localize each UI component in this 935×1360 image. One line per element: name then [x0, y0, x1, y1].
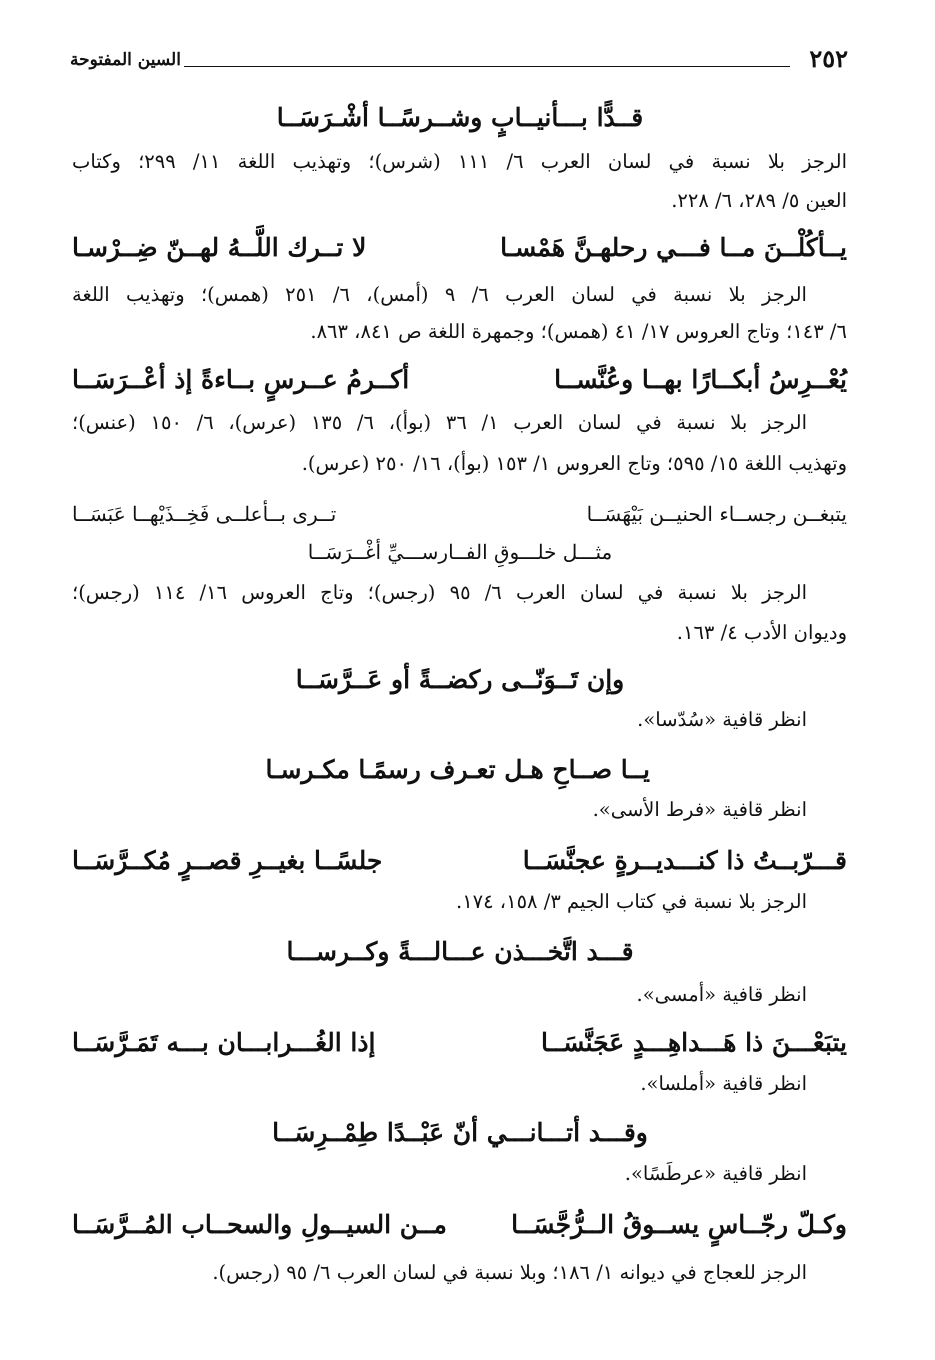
section-title: السين المفتوحة — [70, 50, 181, 70]
reference-text: الرجز بلا نسبة في لسان العرب ٦/ ١١١ (شرس)؛ وتهذيب اللغة ١١/ ٢٩٩؛ وكتاب — [72, 150, 848, 173]
verse-line: وإن تَــوَنّــى ركضــةً أو عَــرَّسَــا — [295, 665, 625, 694]
reference-text: انظر قافية «أملسا». — [640, 1072, 807, 1095]
hemistich-right: قـــرّبــتُ ذا كنـــديــرةٍ عجنَّسَــا — [522, 846, 847, 875]
hemistich-left: جلسًــا بغيــرِ قصــرٍ مُكــرَّسَــا — [72, 846, 383, 875]
hemistich-right: يــأكُلْــنَ مــا فـــي رحلهـنَّ هَمْسـا — [500, 233, 847, 262]
page-header — [70, 44, 848, 78]
hemistich-left: تــرى بــأعلــى فَخِــذَيْهــا عَبَسَــا — [72, 502, 337, 526]
reference-text: الرجز بلا نسبة في لسان العرب ٦/ ٩ (أمس)، ٦/ ٢٥١ (همس)؛ وتهذيب اللغة — [72, 283, 807, 306]
reference-text: انظر قافية «عرطَسًا». — [624, 1162, 807, 1185]
verse-line: قـــد اتَّخـــذن عـــالـــةً وكــرســـا — [286, 937, 634, 966]
hemistich-right: يُعْــرِسُ أبكــارًا بهــا وعُنَّســا — [554, 365, 847, 394]
reference-text: انظر قافية «سُدّسا». — [637, 708, 807, 731]
reference-text: ٦/ ١٤٣؛ وتاج العروس ١٧/ ٤١ (همس)؛ وجمهرة اللغة ص ٨٤١، ٨٦٣. — [310, 320, 847, 343]
reference-text: انظر قافية «أمسى». — [636, 983, 807, 1006]
reference-text: الرجز بلا نسبة في لسان العرب ١/ ٣٦ (بوأ)، ٦/ ١٣٥ (عرس)، ٦/ ١٥٠ (عنس)؛ — [72, 411, 807, 434]
verse-line: وقـــد أتـــانـــي أنّ عَبْــدًا طِمْــرِسَــا — [272, 1118, 648, 1147]
verse-line: يــا صــاحِ هـل تعـرف رسمًـا مكـرسـا — [265, 755, 650, 784]
hemistich-left: مــن السيــولِ والسحــاب المُــرَّسَــا — [72, 1210, 447, 1239]
header-rule — [184, 66, 790, 67]
hemistich-right: يتبغــن رجســاء الحنيــن بَيْهَسَــا — [586, 502, 847, 526]
hemistich-left: أكــرمُ عــرسٍ بــاءةً إذ أعْــرَسَــا — [72, 365, 410, 394]
verse-line: قــدًّا بـــأنيــابٍ وشــرسًــا أشْـرَسَــا — [276, 103, 644, 132]
reference-text: الرجز بلا نسبة في لسان العرب ٦/ ٩٥ (رجس)؛ وتاج العروس ١٦/ ١١٤ (رجس)؛ — [72, 581, 807, 604]
hemistich-right: يتبَعْـــنَ ذا هَـــداهِـــدٍ عَجَنَّسَــا — [541, 1028, 847, 1057]
reference-text: وديوان الأدب ٤/ ١٦٣. — [676, 621, 847, 644]
reference-text: وتهذيب اللغة ١٥/ ٥٩٥؛ وتاج العروس ١/ ١٥٣ (بوأ)، ١٦/ ٢٥٠ (عرس). — [301, 452, 847, 475]
reference-text: العين ٥/ ٢٨٩، ٦/ ٢٢٨. — [671, 189, 847, 212]
hemistich-left: لا تــرك اللَّــهُ لهــنّ ضِــرْسـا — [72, 233, 367, 262]
hemistich-right: وكـلّ رجّــاسٍ يســوقُ الــرُّجَّسَــا — [511, 1210, 847, 1239]
page-number: ٢٥٢ — [809, 44, 848, 73]
verse-third-line: مثـــل خلـــوقِ الفــارســـيِّ أغْــرَسَــا — [307, 540, 613, 564]
reference-text: الرجز للعجاج في ديوانه ١/ ١٨٦؛ وبلا نسبة في لسان العرب ٦/ ٩٥ (رجس). — [212, 1261, 807, 1284]
reference-text: انظر قافية «فرط الأسى». — [592, 798, 807, 821]
hemistich-left: إذا الغُـــرابـــان بـــه تَمَـرَّسَــا — [72, 1028, 376, 1057]
reference-text: الرجز بلا نسبة في كتاب الجيم ٣/ ١٥٨، ١٧٤. — [455, 890, 807, 913]
